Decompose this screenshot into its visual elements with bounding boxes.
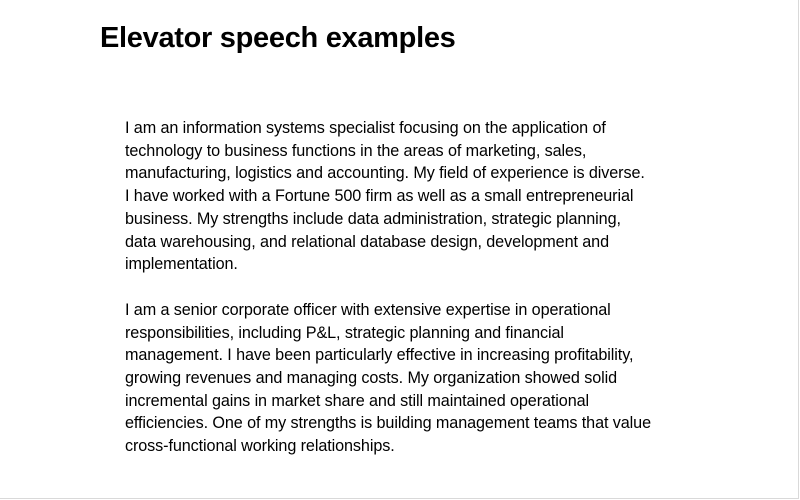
- paragraph-example-2: I am a senior corporate officer with extensive expertise in operational responsibilities, including P&L, strategic planning and financial management. I have been particularly effective in increasing profitability, growing revenues and managing costs. My organization showed solid incremental gains in market share and still maintained operational efficiencies. One of my strengths is building management teams that value cross-functional working relationships.: [125, 300, 651, 456]
- slide-body: [125, 117, 715, 458]
- paragraph-example-1: I am an information systems specialist focusing on the application of technology to business functions in the areas of marketing, sales, manufacturing, logistics and accounting. My field of experience is diverse. I have worked with a Fortune 500 firm as well as a small entrepreneurial business. My strengths include data administration, strategic planning, data warehousing, and relational database design, development and implementation.: [125, 119, 645, 274]
- slide-title: Elevator speech examples: [100, 22, 456, 54]
